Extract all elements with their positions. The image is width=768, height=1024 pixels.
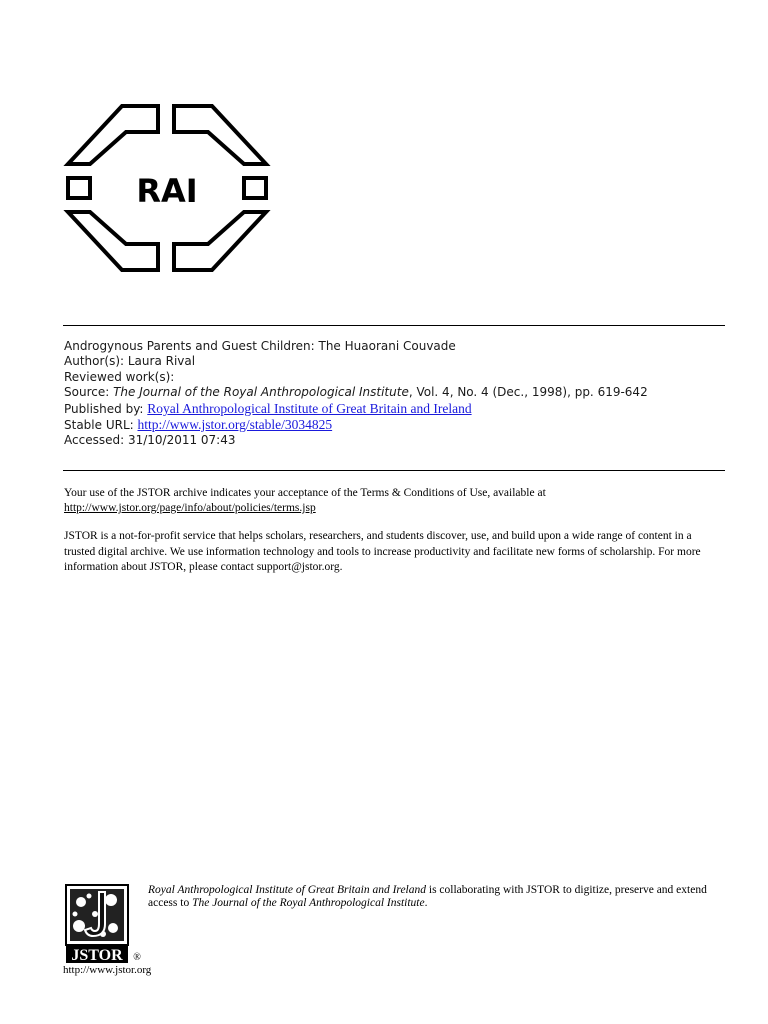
citation-block: [64, 339, 726, 449]
terms-text: Your use of the JSTOR archive indicates your acceptance of the Terms & Conditions of Use, available at: [64, 487, 546, 499]
source-label: Source:: [64, 385, 114, 400]
terms-notice: [64, 486, 724, 516]
bottom-divider: [63, 470, 725, 471]
collab-org: Royal Anthropological Institute of Great Britain and Ireland: [148, 884, 426, 896]
collab-end: .: [424, 896, 428, 909]
published-label: Published by:: [64, 401, 148, 416]
collab-journal: The Journal of the Royal Anthropological Institute: [192, 896, 425, 909]
source-details: , Vol. 4, No. 4 (Dec., 1998), pp. 619-642: [408, 385, 648, 400]
stable-url-link[interactable]: http://www.jstor.org/stable/3034825: [137, 417, 333, 433]
collaboration-notice: [148, 884, 728, 909]
top-divider: [63, 325, 725, 326]
author-line: Author(s): Laura Rival: [64, 354, 196, 369]
article-title: Androgynous Parents and Guest Children: The Huaorani Couvade: [64, 339, 456, 353]
source-journal: The Journal of the Royal Anthropological Institute: [113, 385, 409, 400]
rai-logo: [62, 98, 272, 278]
source-line: [64, 385, 726, 400]
publisher-line: [64, 401, 726, 417]
jstor-logo: [65, 884, 147, 964]
reviewed-line: Reviewed work(s):: [64, 369, 175, 384]
rai-logo-text: RAI: [136, 172, 198, 210]
publisher-link[interactable]: Royal Anthropological Institute of Great Britain and Ireland: [147, 400, 472, 416]
terms-link[interactable]: http://www.jstor.org/page/info/about/policies/terms.jsp: [64, 502, 316, 514]
stable-url-line: [64, 417, 726, 433]
footer-url: http://www.jstor.org: [63, 964, 152, 976]
registered-mark: ®: [133, 952, 141, 963]
stable-label: Stable URL:: [64, 418, 138, 433]
jstor-wordmark: JSTOR: [71, 947, 123, 964]
about-jstor: JSTOR is a not-for-profit service that helps scholars, researchers, and students discover, use, and build upon a wide range of content in a trusted digital archive. We use information technology and tools to increase productivity and facilitate new forms of scholarship. For more information about JSTOR, please contact support@jstor.org.: [64, 530, 701, 573]
collab-middle: is collaborating with JSTOR to digitize, preserve and extend access to: [148, 884, 707, 909]
accessed-line: Accessed: 31/10/2011 07:43: [64, 433, 236, 448]
